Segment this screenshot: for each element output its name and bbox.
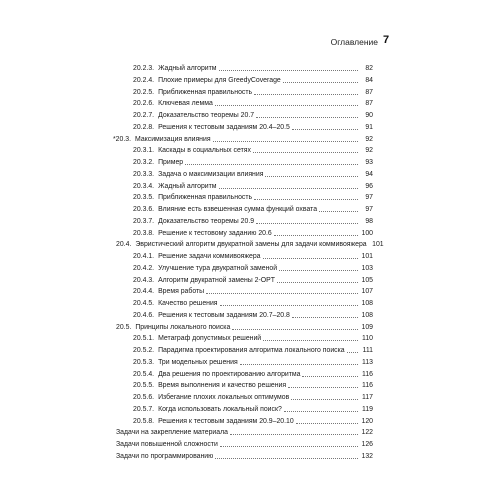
toc-entry[interactable] [133,120,373,132]
toc-entry-page: 92 [365,147,373,155]
dot-leader [230,433,358,435]
toc-entry-title: Время выполнения и качество решения [158,382,287,390]
toc-entry-page: 84 [365,76,373,84]
dot-leader [254,198,358,200]
toc-entry-page: 82 [365,65,373,72]
toc-entry-number: 20.2.6. [133,100,155,108]
toc-entry-page: 94 [365,170,373,178]
toc-entry-number: 20.2.5. [133,88,155,96]
toc-entry[interactable] [133,390,373,402]
toc-entry-page: 97 [365,194,373,202]
dot-leader [219,69,358,71]
dot-leader [253,151,358,153]
toc-entry[interactable] [133,343,373,355]
toc-entry-page: 119 [362,405,373,413]
toc-entry-page: 116 [362,370,373,378]
toc-entry-title: Задача о максимизации влияния [158,170,264,178]
toc-entry-title: Качество решения [158,300,218,307]
toc-entry-number: 20.5.6. [133,394,155,401]
dot-leader [219,187,358,189]
toc-entry-page: 108 [361,300,373,307]
dot-leader [263,257,358,259]
toc-entry-page: 110 [362,335,373,343]
toc-entry[interactable] [113,132,373,144]
toc-entry-title: Каскады в социальных сетях [158,147,251,155]
toc-entry-number: 20.3.7. [133,217,155,225]
dot-leader [302,375,358,377]
dot-leader [274,234,358,236]
toc-entry[interactable] [133,155,373,167]
toc-entry[interactable] [133,296,373,308]
toc-entry-title: Плохие примеры для GreedyCoverage [158,76,281,84]
toc-entry-title: Приближенная правильность [158,194,253,202]
toc-entry-title: Два решения по проектированию алгоритма [158,370,301,378]
toc-entry-title: Улучшение тура двукратной заменой [158,264,278,272]
toc-entry-title: Жадный алгоритм [158,182,217,190]
toc-entry-title: Принципы локального поиска [135,323,231,331]
dot-leader [279,269,358,271]
dot-leader [206,292,358,294]
toc-entry-title: Три модельных решения [158,358,238,366]
toc-entry-title: Доказательство теоремы 20.9 [158,217,255,225]
toc-entry-title: Когда использовать локальный поиск? [158,405,282,413]
toc-entry-title: Пример [158,159,184,166]
toc-entry[interactable] [133,143,373,155]
toc-entry[interactable] [133,402,373,414]
dot-leader [347,351,358,353]
dot-leader [292,128,358,130]
toc-entry-title: Алгоритм двукратной замены 2-OPT [158,276,275,284]
toc-entry-number: 20.4.5. [133,300,155,307]
toc-entry[interactable] [133,414,373,426]
dot-leader [265,175,358,177]
dot-leader [256,222,358,224]
dot-leader [215,457,358,459]
toc-entry-page: 97 [365,206,373,213]
dot-leader [277,281,358,283]
toc-entry-page: 117 [362,394,373,401]
toc-entry-page: 90 [365,112,373,119]
toc-entry-title: Решения к тестовым заданиям 20.7–20.8 [158,311,290,319]
dot-leader [232,328,358,330]
toc-entry[interactable] [133,226,373,238]
toc-entry-title: Решение к тестовому заданию 20.6 [158,229,272,237]
toc-entry[interactable] [133,202,373,214]
toc-entry-page: 132 [361,452,373,460]
toc-entry-number: 20.5.7. [133,405,155,413]
toc-entry-page: 120 [361,417,373,425]
toc-entry-title: Эвристический алгоритм двукратной замены для задачи коммивояжера [135,241,367,249]
toc-entry-title: Задачи на закрепление материала [116,429,228,437]
toc-entry[interactable] [133,96,373,108]
toc-entry-title: Решения к тестовым заданиям 20.4–20.5 [158,123,290,131]
toc-entry-number: 20.5.1. [133,335,155,343]
toc-entry[interactable] [116,449,373,461]
toc-entry-title: Задачи повышенной сложности [116,441,218,448]
toc-entry-title: Приближенная правильность [158,88,253,96]
toc-entry-number: 20.2.7. [133,112,155,119]
toc-entry-page: 101 [372,241,384,249]
dot-leader [292,316,358,318]
toc-entry-number: 20.2.8. [133,123,155,131]
toc-entry-number: 20.2.3. [133,65,155,72]
toc-entry[interactable] [133,179,373,191]
toc-entry-title: Ключевая лемма [158,100,213,108]
toc-entry[interactable] [133,367,373,379]
toc-entry-page: 91 [365,123,373,131]
toc-entry[interactable] [133,355,373,367]
toc-entry[interactable] [133,214,373,226]
toc-entry[interactable] [116,320,373,332]
toc-entry[interactable] [133,85,373,97]
toc-entry-number: 20.4.6. [133,311,155,319]
dot-leader [220,445,358,447]
dot-leader [213,140,358,142]
toc-entry-page: 96 [365,182,373,190]
toc-entry-number: 20.3.4. [133,182,155,190]
toc-entry[interactable] [133,73,373,85]
toc-entry-title: Парадигма проектирования алгоритма локального поиска [158,347,345,354]
toc-entry-page: 100 [361,229,373,237]
toc-entry[interactable] [133,249,373,261]
toc-entry-title: Решение задачи коммивояжера [158,253,261,260]
toc-entry-number: 20.3.3. [133,170,155,178]
toc-entry-page: 105 [361,276,373,284]
toc-entry-number: 20.5.2. [133,347,155,354]
toc-entry[interactable] [133,308,373,320]
toc-entry[interactable] [133,378,373,390]
toc-entry[interactable] [116,437,373,449]
dot-leader [288,386,358,388]
toc-entry-number: 20.4.1. [133,253,155,260]
toc-entry[interactable] [116,237,384,249]
toc-entry-title: Жадный алгоритм [158,65,217,72]
dot-leader [296,422,358,424]
toc-entry-number: 20.4. [116,241,132,249]
toc-entry-page: 98 [365,217,373,225]
toc-entry-number: 20.3.6. [133,206,155,213]
dot-leader [215,104,358,106]
toc-entry-title: Влияние есть взвешенная сумма функций охвата [158,206,318,213]
header-section-title: Оглавление [330,37,378,47]
toc-entry-page: 103 [361,264,373,272]
toc-entry-page: 87 [365,100,373,108]
toc-entry-number: 20.5.8. [133,417,155,425]
toc-entry[interactable] [133,190,373,202]
page-number: 7 [383,34,390,46]
toc-entry[interactable] [133,284,373,296]
dot-leader [185,163,358,165]
toc-entry-page: 116 [362,382,373,390]
toc-entry-page: 108 [361,311,373,319]
toc-entry[interactable] [133,108,373,120]
toc-entry-page: 109 [361,323,373,331]
dot-leader [284,410,358,412]
toc-entry-page: 113 [362,358,373,366]
toc-entry-page: 93 [365,159,373,166]
dot-leader [291,398,358,400]
toc-entry-page: 126 [361,441,373,448]
toc-entry-page: 101 [361,253,373,260]
toc-entry-number: 20.5.4. [133,370,155,378]
toc-entry[interactable] [133,61,373,73]
toc-entry-number: 20.3.8. [133,229,155,237]
toc-entry-title: Решения к тестовым заданиям 20.9–20.10 [158,417,294,425]
toc-entry-number: 20.5.3. [133,358,155,366]
toc-entry-title: Избегание плохих локальных оптимумов [158,394,290,401]
toc-entry-number: 20.2.4. [133,76,155,84]
dot-leader [254,93,358,95]
toc-entry[interactable] [133,167,373,179]
toc-entry-number: 20.4.3. [133,276,155,284]
toc-entry-page: 111 [362,347,373,354]
toc-entry-title: Задачи по программированию [116,452,214,460]
dot-leader [263,339,358,341]
toc-entry-number: 20.4.4. [133,288,155,296]
dot-leader [220,304,358,306]
dot-leader [240,363,358,365]
toc-entry-page: 92 [365,135,373,143]
dot-leader [256,116,358,118]
toc-entry[interactable] [116,425,373,437]
toc-entry-title: Максимизация влияния [135,135,211,143]
toc-entry-page: 107 [361,288,373,296]
toc-entry[interactable] [133,273,373,285]
toc-entry-number: 20.5.5. [133,382,155,390]
dot-leader [283,81,358,83]
toc-entry-page: 87 [365,88,373,96]
toc-entry-number: 20.3.5. [133,194,155,202]
toc-entry-number: 20.4.2. [133,264,155,272]
dot-leader [319,210,358,212]
toc-entry[interactable] [133,331,373,343]
toc-entry-title: Время работы [158,288,205,296]
toc-entry[interactable] [133,261,373,273]
toc-entry-number: 20.3.2. [133,159,155,166]
toc-entry-title: Доказательство теоремы 20.7 [158,112,255,119]
toc-entry-number: 20.5. [116,323,132,331]
toc-entry-page: 122 [361,429,373,437]
toc-entry-title: Метаграф допустимых решений [158,335,262,343]
toc-entry-number: *20.3. [113,135,132,143]
toc-entry-number: 20.3.1. [133,147,155,155]
